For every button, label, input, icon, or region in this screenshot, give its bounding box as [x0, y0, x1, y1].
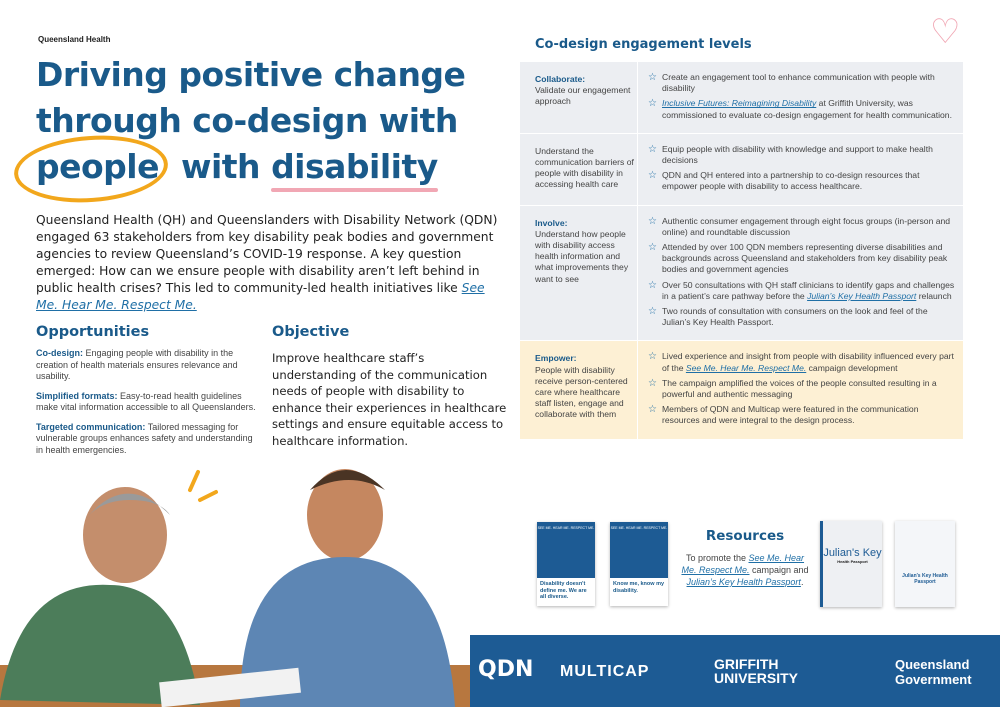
action-item	[648, 404, 955, 426]
campaign-link[interactable]: See Me. Hear Me. Respect Me.	[36, 281, 485, 312]
engagement-row	[520, 62, 963, 134]
text: Create an engagement tool to enhance communication with people with disability	[662, 72, 935, 94]
action-text	[662, 306, 955, 328]
title-line	[36, 144, 465, 190]
flyer-title: Julian's Key Health Passport	[902, 573, 948, 585]
action-text	[662, 280, 955, 302]
level-actions-cell	[638, 134, 963, 205]
star-icon: ☆	[648, 404, 657, 416]
passport-link[interactable]: Julian’s Key Health Passport	[686, 577, 801, 587]
engagement-row	[520, 134, 963, 206]
star-icon: ☆	[648, 215, 657, 227]
action-item	[648, 144, 955, 166]
circled-word: people	[36, 144, 159, 190]
poster-disability-doesnt-define-me[interactable]	[537, 522, 595, 606]
poster-header: SEE ME. HEAR ME. RESPECT ME.	[537, 526, 595, 530]
text: Equip people with disability with knowledge and support to make health decisions	[662, 143, 933, 166]
action-text	[662, 216, 955, 238]
item-text: Engaging people with disability in the creation of health materials ensures relevance and usability.	[36, 348, 238, 381]
level-description: Understand the communication barriers of people with disability in accessing health care	[535, 145, 634, 190]
text: QDN and QH entered into a partnership to co-design resources that empower people with disability to access healthcare.	[662, 170, 920, 192]
item-label: Co-design:	[36, 348, 83, 358]
opportunities-heading: Opportunities	[36, 324, 150, 340]
level-description: Validate our engagement approach	[535, 85, 631, 107]
text: Attended by over 100 QDN members representing diverse disabilities and backgrounds across Queensland and stakeholders from key disability peak bodies and government agencies	[662, 242, 948, 275]
title-line: Driving positive change	[36, 55, 466, 94]
reference-link[interactable]: See Me. Hear Me. Respect Me.	[685, 362, 807, 373]
text: Lived experience and insight from people with disability influenced every part of the	[662, 351, 954, 373]
reference-link[interactable]: Julian’s Key Health Passport	[807, 290, 917, 301]
action-item	[648, 280, 955, 302]
opportunities-section	[36, 324, 261, 456]
title-word: with	[180, 147, 261, 186]
underlined-word: disability	[271, 144, 438, 190]
action-text	[662, 98, 955, 120]
resources-text	[680, 552, 810, 588]
item-text: Tailored messaging for vulnerable groups enhances safety and understanding in health emergencies.	[36, 421, 253, 455]
engagement-row	[520, 206, 963, 342]
text: campaign development	[806, 362, 898, 373]
queensland-government-logo: Queensland Government	[895, 657, 972, 687]
text: Members of QDN and Multicap were featured in the communication resources and were integral to the design process.	[662, 404, 919, 426]
action-text	[662, 242, 955, 276]
level-actions-cell	[638, 206, 963, 341]
star-icon: ☆	[648, 72, 657, 83]
action-item	[648, 98, 955, 120]
heart-icon: ♡	[930, 13, 961, 51]
text: at Griffith University, was commissioned to evaluate co-design engagement for health communication.	[662, 98, 952, 120]
objective-text: Improve healthcare staff’s understanding of the communication needs of people with disability to enhance their experiences in healthcare settings and ensure equitable access to healthcare information.	[272, 351, 507, 448]
poster-text: Disability doesn't define me. We are all diverse.	[537, 578, 595, 606]
intro-paragraph	[36, 212, 506, 314]
action-item	[648, 351, 955, 373]
star-icon: ☆	[648, 279, 657, 291]
action-text	[662, 170, 955, 192]
text: To promote the	[685, 553, 749, 563]
level-name: Empower:	[535, 353, 577, 364]
opportunity-item	[36, 348, 261, 383]
star-icon: ☆	[648, 143, 657, 155]
poster-know-me[interactable]	[610, 522, 668, 606]
action-item	[648, 306, 955, 328]
action-item	[648, 378, 955, 400]
level-label-cell	[520, 341, 638, 438]
reference-link[interactable]: Inclusive Futures: Reimagining Disability	[662, 98, 817, 109]
booklet-title: Julian's Key	[823, 547, 882, 559]
engagement-levels-table	[520, 62, 963, 440]
action-item	[648, 216, 955, 238]
level-description: Understand how people with disability access health information and what improvements they want to see	[535, 228, 629, 284]
item-label: Simplified formats:	[36, 390, 118, 401]
text: relaunch	[916, 290, 952, 301]
intro-text: Queensland Health (QH) and Queenslanders with Disability Network (QDN) engaged 63 stakeholders from key disability peak bodies and government agencies to review Queensland’s COVID-19 response. A key question emerged: How can we ensure people with disability aren’t left behind in public health crises? This led to community-led health initiatives like	[36, 213, 498, 295]
title-line: through co-design with	[36, 101, 458, 140]
poster-header: SEE ME. HEAR ME. RESPECT ME.	[610, 526, 668, 530]
level-name: Involve:	[535, 217, 568, 228]
action-item	[648, 242, 955, 276]
star-icon: ☆	[648, 170, 657, 182]
engagement-row	[520, 341, 963, 439]
resources-heading: Resources	[705, 528, 785, 544]
partner-logos-footer	[470, 635, 1000, 707]
text: Over 50 consultations with QH staff clinicians to identify gaps and challenges in a patient’s care pathway before the	[662, 279, 955, 301]
action-item	[648, 72, 955, 94]
level-description: People with disability receive person-centered care where healthcare staff listen, engage and collaborate with them	[535, 364, 628, 420]
health-passport-flyer[interactable]	[895, 521, 955, 607]
page-title	[36, 52, 465, 190]
qdn-logo: QDN	[478, 657, 534, 682]
booklet-subtitle: Health Passport	[837, 559, 868, 564]
level-label-cell	[520, 134, 638, 205]
organization-label: Queensland Health	[38, 35, 111, 44]
action-text	[662, 351, 955, 373]
star-icon: ☆	[648, 306, 657, 318]
engagement-levels-heading: Co-design engagement levels	[535, 37, 752, 52]
level-name: Collaborate:	[535, 74, 586, 84]
level-label-cell	[520, 62, 638, 133]
multicap-logo: MULTICAP	[560, 663, 650, 680]
julians-key-booklet[interactable]	[820, 521, 882, 607]
opportunity-item	[36, 391, 261, 414]
action-text	[662, 144, 955, 166]
poster-text: Know me, know my disability.	[610, 578, 668, 606]
action-item	[648, 170, 955, 192]
photo-patient-and-clinician	[0, 450, 470, 707]
objective-heading: Objective	[272, 324, 350, 340]
text: The campaign amplified the voices of the people consulted resulting in a powerful and authentic messaging	[662, 377, 937, 400]
star-icon: ☆	[648, 242, 657, 254]
text: .	[800, 577, 804, 587]
resources-section	[680, 528, 810, 588]
item-text: Easy-to-read health guidelines make vital information accessible to all Queenslanders.	[36, 390, 256, 412]
objective-section	[272, 324, 512, 449]
griffith-university-logo: GRIFFITH UNIVERSITY	[714, 656, 799, 686]
text: Authentic consumer engagement through eight focus groups (in-person and online) and roundtable discussion	[662, 215, 951, 237]
campaign-link[interactable]: See Me. Hear Me. Respect Me.	[681, 553, 805, 575]
level-actions-cell	[638, 341, 963, 438]
text: campaign and	[749, 565, 809, 575]
star-icon: ☆	[648, 377, 657, 389]
action-text	[662, 378, 955, 400]
star-icon: ☆	[648, 351, 657, 363]
text: Two rounds of consultation with consumers on the look and feel of the Julian’s Key Health Passport.	[662, 306, 928, 328]
action-text	[662, 404, 955, 426]
item-label: Targeted communication:	[36, 421, 146, 432]
level-actions-cell	[638, 62, 963, 133]
star-icon: ☆	[648, 98, 657, 110]
level-label-cell	[520, 206, 638, 341]
action-text	[662, 72, 955, 94]
